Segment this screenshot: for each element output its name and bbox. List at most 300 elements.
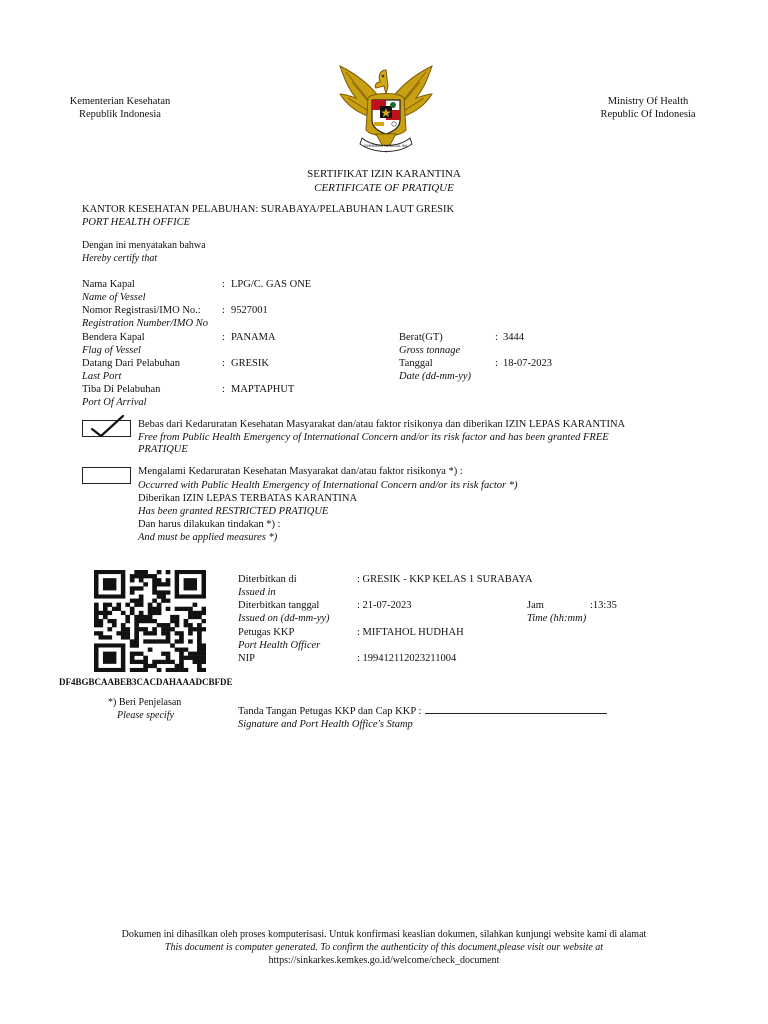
from-label: Datang Dari Pelabuhan	[82, 358, 180, 369]
qr-module	[152, 590, 157, 594]
qr-module	[166, 599, 171, 603]
qr-module	[94, 611, 99, 615]
certify-id: Dengan ini menyatakan bahwa	[82, 240, 206, 251]
qr-module	[170, 615, 175, 619]
qr-module	[166, 590, 171, 594]
date-colon: :	[495, 358, 498, 369]
qr-module	[157, 603, 162, 607]
qr-module	[170, 627, 175, 631]
qr-module	[148, 664, 153, 668]
qr-module	[188, 615, 193, 619]
qr-module	[166, 627, 171, 631]
qr-module	[193, 603, 198, 607]
qr-module	[179, 635, 184, 639]
title-id: SERTIFIKAT IZIN KARANTINA	[307, 168, 461, 180]
qr-module	[148, 648, 153, 652]
qr-module	[134, 668, 139, 672]
reg-label: Nomor Registrasi/IMO No.:	[82, 305, 201, 316]
qr-module	[134, 660, 139, 664]
qr-module	[148, 631, 153, 635]
qr-module	[139, 586, 144, 590]
qr-module	[143, 627, 148, 631]
officer-label-en: Port Health Officer	[238, 640, 321, 651]
free-pratique-text-en: Free from Public Health Emergency of International Concern and/or its risk factor and has been granted FREE	[138, 432, 609, 443]
vessel-name-value: LPG/C. GAS ONE	[231, 279, 312, 290]
qr-module	[202, 652, 206, 656]
qr-module	[197, 648, 202, 652]
qr-module	[152, 578, 157, 582]
date-label-en: Date (dd-mm-yy)	[399, 371, 472, 382]
verification-link[interactable]: https://sinkarkes.kemkes.go.id/welcome/check_document	[268, 955, 500, 966]
qr-module	[98, 611, 103, 615]
arrival-label: Tiba Di Pelabuhan	[82, 384, 161, 395]
qr-module	[143, 619, 148, 623]
note-text-en: Please specify	[117, 710, 174, 721]
checkmark-icon	[83, 413, 131, 437]
qr-module	[197, 668, 202, 672]
garuda-emblem	[334, 58, 438, 156]
office-en: PORT HEALTH OFFICE	[82, 217, 191, 228]
issued-in-value: : GRESIK - KKP KELAS 1 SURABAYA	[357, 574, 533, 585]
ministry-name-en: Ministry Of Health	[607, 96, 689, 107]
qr-module	[116, 603, 121, 607]
qr-module	[139, 652, 144, 656]
gt-value: 3444	[503, 332, 524, 343]
qr-module	[193, 627, 198, 631]
qr-module	[175, 619, 180, 623]
footer	[0, 928, 768, 967]
qr-module	[166, 582, 171, 586]
qr-module	[125, 627, 130, 631]
qr-module	[134, 631, 139, 635]
qr-module	[112, 623, 117, 627]
qr-module	[116, 631, 121, 635]
qr-module	[121, 635, 126, 639]
qr-module	[134, 635, 139, 639]
qr-module	[134, 643, 139, 647]
qr-module	[130, 586, 135, 590]
qr-module	[175, 631, 180, 635]
qr-module	[179, 648, 184, 652]
vessel-name-label: Nama Kapal	[82, 279, 135, 290]
qr-module	[188, 639, 193, 643]
qr-module	[134, 586, 139, 590]
qr-module	[152, 639, 157, 643]
qr-module	[130, 599, 135, 603]
qr-module	[134, 627, 139, 631]
qr-module	[134, 599, 139, 603]
qr-module	[197, 656, 202, 660]
qr-module	[152, 627, 157, 631]
qr-module	[202, 648, 206, 652]
qr-module	[157, 660, 162, 664]
qr-module	[175, 648, 180, 652]
qr-module	[179, 652, 184, 656]
qr-module	[130, 652, 135, 656]
qr-module	[166, 578, 171, 582]
qr-module	[161, 582, 166, 586]
qr-module	[139, 668, 144, 672]
qr-module	[188, 652, 193, 656]
qr-module	[166, 639, 171, 643]
qr-module	[197, 611, 202, 615]
qr-module	[143, 668, 148, 672]
gt-label: Berat(GT)	[399, 332, 443, 343]
qr-module	[148, 607, 153, 611]
vessel-name-label-en: Name of Vessel	[82, 292, 146, 303]
qr-module	[188, 631, 193, 635]
qr-module	[179, 639, 184, 643]
measures-text-en: And must be applied measures *)	[138, 532, 278, 543]
qr-module	[152, 599, 157, 603]
qr-module	[125, 619, 130, 623]
qr-module	[107, 603, 112, 607]
from-value: GRESIK	[231, 358, 269, 369]
qr-module	[139, 570, 144, 574]
issued-on-label-en: Issued on (dd-mm-yy)	[238, 613, 330, 624]
qr-module	[143, 631, 148, 635]
gt-label-en: Gross tonnage	[399, 345, 461, 356]
qr-module	[148, 603, 153, 607]
qr-module	[152, 574, 157, 578]
qr-module	[166, 570, 171, 574]
qr-module	[134, 652, 139, 656]
qr-module	[134, 639, 139, 643]
flag-label-en: Flag of Vessel	[82, 345, 141, 356]
qr-module	[130, 643, 135, 647]
qr-module	[157, 623, 162, 627]
qr-module	[179, 660, 184, 664]
issued-on-value: : 21-07-2023	[357, 600, 412, 611]
qr-module	[134, 615, 139, 619]
qr-module	[130, 607, 135, 611]
measures-text: Dan harus dilakukan tindakan *) :	[138, 519, 281, 530]
qr-module	[152, 631, 157, 635]
signature-label-en: Signature and Port Health Office's Stamp	[238, 719, 413, 730]
qr-module	[143, 574, 148, 578]
qr-module	[121, 623, 126, 627]
ministry-name-id: Kementerian Kesehatan	[69, 96, 171, 107]
qr-module	[175, 668, 180, 672]
note-text: *) Beri Penjelasan	[108, 697, 182, 708]
qr-module	[157, 611, 162, 615]
qr-module	[152, 582, 157, 586]
qr-module	[94, 619, 99, 623]
qr-module	[193, 660, 198, 664]
qr-module	[188, 607, 193, 611]
qr-module	[166, 652, 171, 656]
qr-module	[157, 668, 162, 672]
qr-module	[197, 635, 202, 639]
qr-module	[103, 611, 108, 615]
qr-module	[103, 603, 108, 607]
from-label-en: Last Port	[82, 371, 122, 382]
republic-name-en: Republic Of Indonesia	[600, 109, 696, 120]
issued-in-label-en: Issued in	[238, 587, 276, 598]
qr-module	[166, 631, 171, 635]
qr-module	[143, 656, 148, 660]
qr-module	[148, 639, 153, 643]
qr-module	[139, 615, 144, 619]
qr-module	[143, 570, 148, 574]
qr-code	[94, 570, 206, 672]
qr-module	[197, 627, 202, 631]
qr-module	[130, 611, 135, 615]
qr-module	[170, 619, 175, 623]
qr-module	[134, 623, 139, 627]
qr-module	[202, 668, 206, 672]
qr-module	[98, 623, 103, 627]
qr-module	[161, 590, 166, 594]
qr-module	[107, 635, 112, 639]
qr-module	[139, 603, 144, 607]
qr-module	[139, 627, 144, 631]
qr-module	[179, 607, 184, 611]
qr-module	[103, 615, 108, 619]
qr-module	[94, 623, 99, 627]
qr-module	[202, 619, 206, 623]
qr-module	[130, 668, 135, 672]
flag-colon: :	[222, 332, 225, 343]
qr-module	[103, 635, 108, 639]
qr-module	[202, 607, 206, 611]
qr-module	[125, 603, 130, 607]
qr-module	[98, 635, 103, 639]
officer-value: : MIFTAHOL HUDHAH	[357, 627, 464, 638]
qr-module	[157, 590, 162, 594]
qr-module	[139, 611, 144, 615]
free-pratique-text: Bebas dari Kedaruratan Kesehatan Masyarakat dan/atau faktor risikonya dan diberikan IZIN LEPAS KARANTINA	[138, 419, 626, 430]
gt-colon: :	[495, 332, 498, 343]
qr-module	[125, 635, 130, 639]
certify-en: Hereby certify that	[82, 253, 158, 264]
qr-module	[166, 660, 171, 664]
from-colon: :	[222, 358, 225, 369]
arrival-value: MAPTAPHUT	[231, 384, 295, 395]
qr-module	[161, 594, 166, 598]
qr-module	[94, 615, 99, 619]
qr-module	[134, 574, 139, 578]
time-label: Jam	[527, 600, 544, 611]
qr-module	[134, 619, 139, 623]
qr-module	[148, 611, 153, 615]
date-value: 18-07-2023	[503, 358, 552, 369]
qr-module	[130, 590, 135, 594]
qr-module	[139, 619, 144, 623]
qr-module	[193, 656, 198, 660]
qr-module	[170, 643, 175, 647]
qr-module	[179, 664, 184, 668]
qr-module	[175, 639, 180, 643]
qr-module	[125, 615, 130, 619]
qr-module	[112, 619, 117, 623]
qr-module	[148, 574, 153, 578]
qr-module	[121, 631, 126, 635]
free-pratique-text-en-2: PRATIQUE	[138, 444, 188, 455]
qr-module	[139, 599, 144, 603]
qr-module	[166, 656, 171, 660]
qr-module	[143, 660, 148, 664]
qr-module	[112, 607, 117, 611]
qr-module	[188, 656, 193, 660]
qr-module	[157, 607, 162, 611]
qr-module	[166, 668, 171, 672]
qr-module	[170, 668, 175, 672]
qr-module	[98, 631, 103, 635]
qr-module	[184, 648, 189, 652]
signature-line	[425, 712, 607, 714]
qr-module	[197, 639, 202, 643]
qr-module	[121, 611, 126, 615]
qr-module	[161, 627, 166, 631]
qr-module	[175, 607, 180, 611]
qr-module	[166, 607, 171, 611]
qr-module	[143, 639, 148, 643]
footer-text-en: This document is computer generated. To confirm the authenticity of this document,please visit our website at	[164, 942, 604, 953]
time-value: :13:35	[590, 600, 617, 611]
qr-module	[188, 623, 193, 627]
qr-module	[197, 652, 202, 656]
qr-module	[130, 656, 135, 660]
qr-module	[148, 619, 153, 623]
qr-module	[179, 668, 184, 672]
restricted-text-en: Has been granted RESTRICTED PRATIQUE	[138, 506, 329, 517]
qr-module	[103, 652, 116, 664]
qr-module	[184, 656, 189, 660]
nip-value: : 199412112023211004	[357, 653, 457, 664]
qr-module	[197, 664, 202, 668]
qr-module	[175, 664, 180, 668]
qr-module	[152, 586, 157, 590]
date-label: Tanggal	[399, 358, 433, 369]
qr-module	[139, 574, 144, 578]
qr-module	[157, 582, 162, 586]
qr-module	[170, 660, 175, 664]
qr-module	[184, 619, 189, 623]
qr-module	[130, 660, 135, 664]
qr-module	[157, 570, 162, 574]
page-title	[0, 167, 768, 195]
signature-label-text: Tanda Tangan Petugas KKP dan Cap KKP :	[238, 706, 422, 717]
qr-module	[121, 627, 126, 631]
qr-module	[197, 615, 202, 619]
qr-module	[143, 664, 148, 668]
qr-module	[130, 578, 135, 582]
title-en: CERTIFICATE OF PRATIQUE	[314, 182, 454, 194]
qr-module	[184, 623, 189, 627]
flag-label: Bendera Kapal	[82, 332, 145, 343]
qr-module	[166, 635, 171, 639]
nip-label: NIP	[238, 653, 255, 664]
office-id: KANTOR KESEHATAN PELABUHAN: SURABAYA/PELABUHAN LAUT GRESIK	[82, 204, 455, 215]
qr-module	[161, 623, 166, 627]
emergency-text-en: Occurred with Public Health Emergency of International Concern and/or its risk factor *)	[138, 480, 518, 491]
flag-value: PANAMA	[231, 332, 276, 343]
qr-module	[130, 574, 135, 578]
qr-module	[130, 639, 135, 643]
header-right	[578, 95, 718, 121]
qr-module	[157, 594, 162, 598]
qr-module	[161, 652, 166, 656]
qr-module	[103, 607, 108, 611]
qr-module	[125, 631, 130, 635]
qr-module	[107, 619, 112, 623]
qr-module	[193, 652, 198, 656]
free-pratique-checkbox[interactable]	[82, 420, 131, 437]
qr-module	[188, 611, 193, 615]
qr-module	[202, 660, 206, 664]
header-left	[50, 95, 190, 121]
qr-module	[161, 599, 166, 603]
qr-module	[152, 664, 157, 668]
arrival-colon: :	[222, 384, 225, 395]
time-label-en: Time (hh:mm)	[527, 613, 587, 624]
reg-value: 9527001	[231, 305, 268, 316]
restricted-text: Diberikan IZIN LEPAS TERBATAS KARANTINA	[138, 493, 358, 504]
arrival-label-en: Port Of Arrival	[82, 397, 147, 408]
qr-module	[103, 578, 116, 590]
qr-module	[184, 607, 189, 611]
qr-module	[193, 615, 198, 619]
qr-module	[197, 643, 202, 647]
qr-module	[202, 656, 206, 660]
qr-module	[193, 611, 198, 615]
qr-module	[202, 627, 206, 631]
qr-module	[179, 631, 184, 635]
qr-module	[116, 607, 121, 611]
qr-module	[157, 639, 162, 643]
qr-module	[94, 607, 99, 611]
qr-module	[152, 607, 157, 611]
qr-module	[139, 578, 144, 582]
qr-module	[148, 615, 153, 619]
signature-label	[238, 706, 607, 717]
emergency-text: Mengalami Kedaruratan Kesehatan Masyarakat dan/atau faktor risikonya *) :	[138, 466, 463, 477]
qr-module	[166, 623, 171, 627]
qr-module	[197, 631, 202, 635]
issued-in-label: Diterbitkan di	[238, 574, 297, 585]
vessel-name-colon: :	[222, 279, 225, 290]
qr-module	[134, 570, 139, 574]
qr-code-text: DF4BGBCAABEB3CACDAHAAADCBFDE	[59, 677, 233, 687]
reg-colon: :	[222, 305, 225, 316]
qr-module	[98, 619, 103, 623]
qr-module	[188, 627, 193, 631]
qr-module	[152, 611, 157, 615]
qr-module	[161, 631, 166, 635]
qr-module	[184, 578, 197, 590]
qr-module	[143, 615, 148, 619]
qr-module	[175, 615, 180, 619]
qr-module	[179, 656, 184, 660]
qr-module	[107, 611, 112, 615]
qr-module	[175, 623, 180, 627]
emblem-motto: BHINNEKA TUNGGAL IKA	[364, 144, 408, 148]
qr-module	[139, 660, 144, 664]
qr-module	[197, 623, 202, 627]
qr-module	[161, 639, 166, 643]
qr-module	[107, 627, 112, 631]
issued-on-label: Diterbitkan tanggal	[238, 600, 320, 611]
republic-name-id: Republik Indonesia	[79, 109, 161, 120]
footer-text: Dokumen ini dihasilkan oleh proses komputerisasi. Untuk konfirmasi keaslian dokumen, silahkan kunjungi website kami di alamat	[121, 929, 647, 940]
qr-module	[197, 660, 202, 664]
qr-module	[184, 668, 189, 672]
qr-module	[202, 643, 206, 647]
qr-module	[157, 578, 162, 582]
qr-module	[94, 631, 99, 635]
emergency-checkbox[interactable]	[82, 467, 131, 484]
